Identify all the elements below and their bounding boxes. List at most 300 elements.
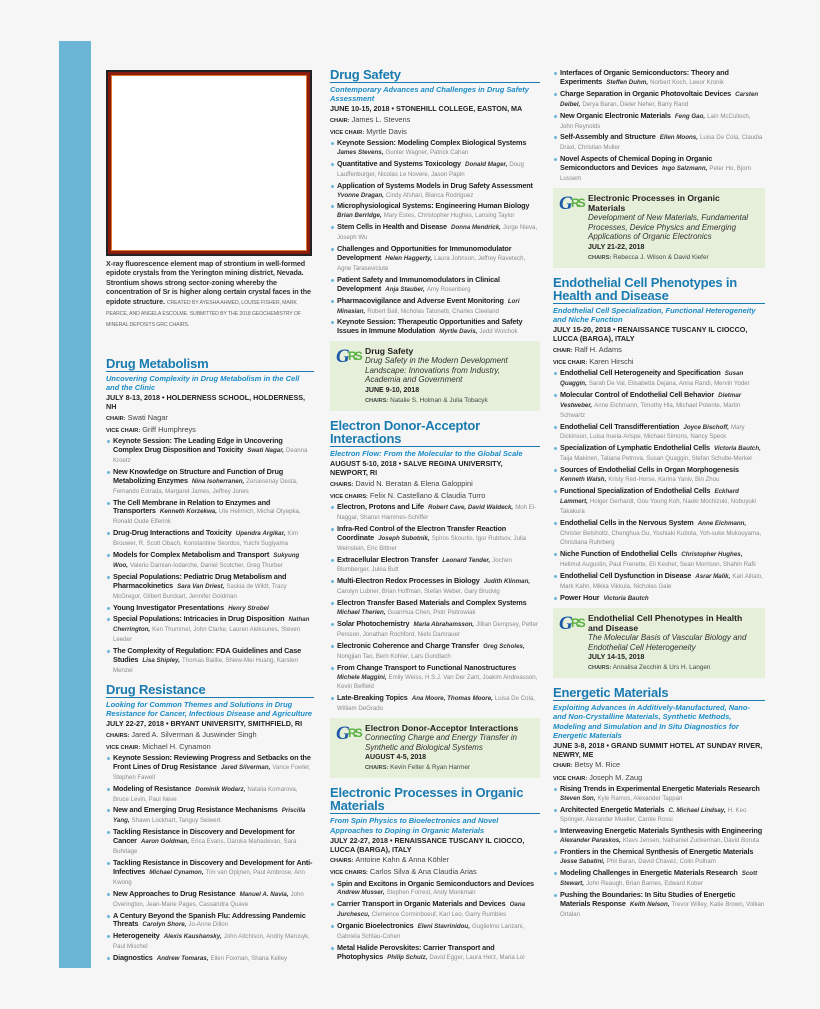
- session-title: Electron Transfer Based Materials and Complex Systems: [337, 598, 527, 608]
- session-lead-speaker: Oana Jurchescu,: [337, 901, 526, 919]
- session-lead-speaker: Michele Maggini,: [337, 673, 387, 681]
- session-title: Keynote Session: Reviewing Progress and Setbacks on the Front Lines of Drug Resistance: [113, 752, 311, 771]
- session-item: [553, 69, 765, 88]
- session-lead-speaker: Sukyung Woo,: [113, 552, 300, 569]
- vice-chair-line: [330, 491, 540, 502]
- session-item: [330, 297, 540, 317]
- session-speakers: Derya Baran, Dieter Neher, Barry Rand: [582, 100, 689, 108]
- grs-box: [553, 188, 765, 268]
- chair-label: CHAIRS:: [330, 481, 354, 488]
- session-title: Interfaces of Organic Semiconductors: Theory and Experiments: [560, 68, 729, 86]
- session-item: [553, 572, 765, 592]
- session-lead-speaker: Andrew Musser,: [337, 889, 385, 897]
- session-list: [553, 69, 765, 184]
- grs-title: Drug Safety: [365, 346, 414, 357]
- chair-name: David N. Beratan & Elena Galoppini: [355, 478, 473, 488]
- session-item: [553, 806, 765, 826]
- session-lead-speaker: Philip Schulz,: [387, 953, 428, 961]
- section-subtitle: Exploiting Advances in Additively-Manufactured, Nano- and Non-Crystalline Materials, Synthetic Methods, Modeling and Simulation and In Situ Diagnostics for Energetic Materials: [553, 703, 750, 740]
- date-location: JUNE 10-15, 2018 • STONEHILL COLLEGE, EASTON, MA: [330, 104, 523, 114]
- session-list: [553, 785, 765, 920]
- session-speakers: Saskia de Wildt, Tracy McGregor, Gilbert Burckart, Jennifer Goldman: [113, 582, 287, 600]
- vice-chair-label: VICE CHAIRS:: [330, 493, 368, 500]
- chair-label: CHAIR:: [553, 763, 573, 770]
- session-list: [330, 503, 540, 714]
- section-drug-resistance: [106, 683, 314, 964]
- chair-label: CHAIR:: [106, 415, 126, 422]
- session-lead-speaker: Brian Berridge,: [337, 212, 382, 220]
- session-speakers: John Aitchison, Andriy Marusyk, Paul Mischel: [113, 933, 310, 951]
- grs-box: [553, 608, 765, 678]
- grs-logo-icon: G RS: [336, 723, 361, 745]
- session-speakers: Ellen Foxman, Shana Kelley: [210, 955, 288, 963]
- session-item: [553, 369, 765, 389]
- section-subtitle: Electron Flow: From the Molecular to the Global Scale: [330, 449, 523, 459]
- vice-chair-line: [553, 357, 765, 368]
- session-lead-speaker: Carolyn Shore,: [142, 921, 187, 929]
- section-title: Energetic Materials: [553, 686, 765, 701]
- session-speakers: Laura Johnson, Jeffrey Ravetech, Agne Taraseviciute: [337, 254, 526, 272]
- session-item: [106, 828, 314, 857]
- session-title: Endothelial Cell Transdifferentiation: [560, 421, 680, 431]
- session-speakers: Shawn Lockhart, Tanguy Seiwert: [131, 817, 221, 825]
- session-speakers: Tim van Opijnen, Paul Ambrose, Ann Kwong: [113, 868, 305, 886]
- session-lead-speaker: Anne Eichmann,: [697, 519, 747, 527]
- session-lead-speaker: Eleni Stavrinidou,: [417, 923, 470, 931]
- session-item: [553, 869, 765, 889]
- session-speakers: Vance Fowler, Stephen Fawell: [113, 763, 311, 781]
- session-lead-speaker: Greg Scholes,: [483, 642, 525, 650]
- session-title: Diagnostics: [113, 953, 153, 963]
- session-title: Models for Complex Metabolism and Transport: [113, 550, 270, 560]
- session-speakers: Mary Dickinson, Luisa Iruela-Arispe, Michael Simons, Nancy Speck: [560, 423, 745, 441]
- session-lead-speaker: Dominik Wodarz,: [195, 785, 246, 793]
- session-title: Multi-Electron Redox Processes in Biology: [337, 576, 480, 586]
- session-speakers: Natalia Komarova, Bruce Levin, Paul Neve: [113, 785, 298, 803]
- session-item: [553, 133, 765, 153]
- session-lead-speaker: Manuel A. Navia,: [239, 890, 289, 898]
- session-list: [330, 139, 540, 337]
- grs-date: JULY 14-15, 2018: [588, 654, 645, 662]
- session-title: Endothelial Cell Heterogeneity and Specification: [560, 367, 721, 377]
- session-speakers: Taija Makinen, Tatiana Petrova, Susan Quaggin, Stefan Schulte-Merker: [560, 455, 753, 463]
- session-title: The Cell Membrane in Relation to Enzymes and Transporters: [113, 497, 271, 516]
- section-electronic-processes: [330, 786, 540, 962]
- session-item: [106, 468, 314, 497]
- grs-chairs-line: [365, 396, 534, 406]
- session-speakers: Holger Gerhardt, Gou Young Koh, Naoki Mochizuki, Nobuyuki Takakura: [560, 497, 757, 515]
- grs-chairs-line: [588, 253, 759, 263]
- session-title: Electron, Protons and Life: [337, 502, 424, 512]
- session-speakers: Valeriu Damian-Iodarche, Daniel Scotcher, Greg Thurber: [130, 561, 283, 569]
- session-item: [553, 594, 765, 604]
- session-lead-speaker: Asrar Malik,: [695, 573, 731, 581]
- session-item: [330, 694, 540, 714]
- grs-chairs-label: CHAIRS:: [365, 765, 389, 772]
- session-speakers: Doug Lauffenburger, Nicolas Le Novere, Jason Papin: [337, 160, 524, 178]
- session-speakers: Jorge Nieva, Joseph Wu: [337, 224, 538, 242]
- session-lead-speaker: Susan Quaggin,: [560, 369, 744, 387]
- session-title: Pushing the Boundaries: In Situ Studies of Energetic Materials Response: [560, 889, 736, 908]
- session-item: [106, 754, 314, 783]
- section-title: Drug Safety: [330, 68, 540, 83]
- session-speakers: Kim Brouwer, R. Scott Obach, Konstantine Skordos, Yuichi Sugiyama: [113, 530, 298, 548]
- column-3: [553, 68, 765, 927]
- session-item: [330, 318, 540, 337]
- session-item: [553, 550, 765, 570]
- caption-text: X-ray fluorescence element map of strontium in well-formed epidote crystals from the Yerington mining district, Nevada. Strontium shows strong sector-zoning whereby the concentration of Sr is higher along certain crystal faces in the epidote structure.: [106, 259, 311, 306]
- section-energetic-materials: [553, 686, 765, 919]
- session-lead-speaker: Nina Isoherranen,: [191, 477, 245, 485]
- figure-caption: [106, 259, 314, 331]
- session-title: New and Emerging Drug Resistance Mechanisms: [113, 805, 278, 815]
- session-title: Special Populations: Intricacies in Drug Disposition: [113, 614, 285, 624]
- session-speakers: Phil Baran, David Chavez, Colin Pulham: [606, 858, 716, 866]
- session-speakers: David Egger, Laura Herz, Maria Loi: [429, 953, 525, 961]
- session-lead-speaker: Alexis Kaushansky,: [163, 933, 222, 941]
- session-item: [330, 900, 540, 920]
- vice-chair-label: VICE CHAIR:: [553, 359, 588, 366]
- session-lead-speaker: Steffen Duhm,: [606, 78, 649, 86]
- session-speakers: Norbert Koch, Leeor Kronik: [650, 78, 724, 86]
- section-drug-safety: [330, 68, 540, 411]
- session-lead-speaker: Leonard Tender,: [442, 556, 491, 564]
- session-speakers: Jochen Blumberger, Julea Butt: [337, 556, 512, 574]
- session-item: [106, 647, 314, 676]
- session-speakers: Clemence Corminboeuf, Karl Leo, Garry Rumbles: [371, 911, 507, 919]
- session-speakers: Jedd Wolchok: [479, 328, 518, 336]
- session-item: [106, 529, 314, 549]
- session-title: Stem Cells in Health and Disease: [337, 222, 447, 232]
- chair-label: CHAIRS:: [106, 732, 130, 739]
- grs-subtitle: Drug Safety in the Modern Development Landscape: Innovations from Industry, Academia and Government: [365, 356, 508, 385]
- session-title: Modeling of Resistance: [113, 783, 192, 793]
- session-speakers: Jillian Dempsey, Petter Persson, Jonathan Rochford, Niels Damrauer: [337, 621, 539, 638]
- session-item: [106, 912, 314, 931]
- session-speakers: Klavs Jensen, Nathaniel Zuckerman, David Boruta: [622, 837, 760, 845]
- session-list: [106, 437, 314, 676]
- grs-chairs: Rebecca J. Wilson & David Kiefer: [613, 253, 709, 261]
- session-title: Tackling Resistance in Discovery and Development for Anti-Infectives: [113, 857, 313, 876]
- session-speakers: Deanna Kroetz: [113, 446, 308, 464]
- session-title: Self-Assembly and Structure: [560, 132, 656, 142]
- session-title: Young Investigator Presentations: [113, 602, 225, 612]
- date-location: JULY 22-27, 2018 • BRYANT UNIVERSITY, SMITHFIELD, RI: [106, 719, 303, 729]
- chair-line: [553, 345, 765, 356]
- grs-title: Endothelial Cell Phenotypes in Health and Disease: [588, 612, 743, 633]
- session-item: [330, 880, 540, 899]
- session-lead-speaker: Victoria Bautch: [603, 595, 649, 602]
- session-lead-speaker: Joseph Subotnik,: [378, 534, 430, 542]
- session-speakers: Stephen Forrest, Andy Monkman: [386, 889, 476, 897]
- session-lead-speaker: Lori Minasian,: [337, 297, 520, 315]
- session-item: [330, 160, 540, 180]
- session-list: [330, 880, 540, 963]
- grs-chairs-line: [365, 763, 534, 773]
- vice-chair-name: Myrtle Davis: [366, 126, 407, 136]
- session-item: [106, 604, 314, 614]
- grs-box: [330, 718, 540, 778]
- session-speakers: Carolyn Lubner, Brian Hoffman, Stefan Weber, Gary Brudvig: [337, 588, 500, 596]
- session-speakers: Ken Thummel, John Clarke, Lauren Aleksunes, Steven Leeder: [113, 626, 301, 644]
- session-lead-speaker: Ingo Salzmann,: [661, 165, 708, 173]
- section-drug-metabolism: [106, 357, 314, 676]
- session-item: [553, 444, 765, 464]
- grs-logo-icon: G RS: [559, 612, 584, 634]
- session-title: Pharmacovigilance and Adverse Event Monitoring: [337, 295, 504, 305]
- session-title: From Change Transport to Functional Nanostructures: [337, 662, 516, 672]
- column-2: [330, 68, 540, 970]
- chair-line: [106, 730, 314, 741]
- chair-name: Swati Nagar: [127, 412, 168, 422]
- session-lead-speaker: Sara Van Driest,: [177, 582, 225, 590]
- session-item: [106, 573, 314, 602]
- session-title: Drug-Drug Interactions and Toxicity: [113, 528, 232, 538]
- session-lead-speaker: Scott Stewart,: [560, 869, 758, 887]
- vice-chair-line: [330, 867, 540, 878]
- session-speakers: John Reaugh, Brian Barnes, Edward Kober: [586, 879, 703, 887]
- vice-chair-label: VICE CHAIR:: [553, 775, 588, 782]
- grs-subtitle: Connecting Charge and Energy Transfer in Synthetic and Biological Systems: [365, 733, 517, 752]
- session-title: Electronic Coherence and Charge Transfer: [337, 640, 480, 650]
- session-title: Patient Safety and Immunomodulators in Clinical Development: [337, 274, 500, 293]
- session-speakers: Kari Alitalo, Mark Kahn, Mikka Vikkula, Nicholas Gale: [560, 573, 763, 591]
- session-lead-speaker: Myrtle Davis,: [439, 328, 478, 336]
- grs-date: JULY 21-22, 2018: [588, 243, 645, 251]
- session-lead-speaker: Priscilla Yang,: [113, 807, 306, 825]
- session-speakers: Mary Estes, Christopher Hughes, Lansing Taylor: [383, 212, 515, 220]
- vice-chair-line: [330, 127, 540, 138]
- session-lead-speaker: Victoria Bautch,: [713, 445, 761, 453]
- column-1: [106, 70, 314, 971]
- session-title: Sources of Endothelial Cells in Organ Morphogenesis: [560, 465, 739, 475]
- session-speakers: GuanHua Chen, Piotr Piotrowiak: [387, 609, 476, 617]
- session-lead-speaker: Carsten Deibel,: [560, 90, 759, 108]
- session-lead-speaker: Eckhard Lammert,: [560, 487, 739, 505]
- session-speakers: Luisa De Cola, Claudia Draxl, Christian Muller: [560, 134, 763, 152]
- session-lead-speaker: Donald Mager,: [465, 160, 508, 168]
- vice-chair-line: [553, 773, 765, 784]
- session-title: Niche Function of Endothelial Cells: [560, 549, 678, 559]
- vice-chair-name: Griff Humphreys: [142, 424, 196, 434]
- grs-chairs-label: CHAIRS:: [588, 254, 612, 261]
- session-speakers: Trevor Willey, Katie Brown, Volkan Ortalan: [560, 900, 765, 918]
- section-electronic-processes-continued: [553, 69, 765, 268]
- session-item: [106, 806, 314, 826]
- session-speakers: Ute Hellmich, Michal Otyepka, Ronald Oude Elferink: [113, 508, 301, 526]
- session-item: [330, 503, 540, 523]
- session-item: [330, 944, 540, 963]
- session-item: [553, 155, 765, 184]
- session-lead-speaker: Feng Gao,: [674, 112, 706, 120]
- vice-chair-label: VICE CHAIR:: [106, 427, 141, 434]
- chair-line: [330, 855, 540, 866]
- grs-title: Electron Donor-Acceptor Interactions: [365, 723, 519, 734]
- session-speakers: Nongjian Tao, Bern Kohler, Lars Gundlach: [337, 652, 451, 660]
- session-title: Spin and Excitons in Organic Semiconductors and Devices: [337, 878, 534, 888]
- session-lead-speaker: Kenneth Walsh,: [560, 476, 607, 484]
- session-lead-speaker: Anja Stauber,: [385, 285, 425, 293]
- section-subtitle: From Spin Physics to Bioelectronics and Novel Approaches to Doping in Organic Materials: [330, 816, 499, 835]
- chair-name: James L. Stevens: [351, 114, 411, 124]
- grs-logo-icon: G RS: [336, 346, 361, 368]
- session-speakers: Moh El-Naggar, Sharon Hammes-Schiffer: [337, 504, 537, 521]
- section-subtitle: Uncovering Complexity in Drug Metabolism in the Cell and the Clinic: [106, 373, 300, 393]
- session-speakers: Kristy Red-Horse, Karina Yaniv, Bin Zhou: [608, 476, 720, 484]
- session-item: [330, 245, 540, 274]
- session-title: Keynote Session: Modeling Complex Biological Systems: [337, 138, 527, 148]
- session-title: Functional Specialization of Endothelial Cells: [560, 485, 711, 495]
- session-lead-speaker: Joyce Bischoff,: [683, 423, 730, 431]
- session-speakers: Spiros Skourtis, Igor Rubtsov, Julia Weinstein, Eric Bittner: [337, 534, 527, 552]
- session-title: Microphysiological Systems: Engineering Human Biology: [337, 201, 530, 211]
- session-lead-speaker: Donna Mendrick,: [451, 224, 501, 232]
- date-location: JUNE 3-8, 2018 • GRAND SUMMIT HOTEL AT SUNDAY RIVER, NEWRY, ME: [553, 740, 763, 760]
- grs-chairs-line: [588, 663, 759, 673]
- grs-chairs-label: CHAIRS:: [365, 398, 389, 405]
- chair-name: Antoine Kahn & Anna Köhler: [355, 855, 449, 865]
- section-title: Electronic Processes in Organic Materials: [330, 786, 540, 814]
- session-title: Late-Breaking Topics: [337, 693, 408, 703]
- session-title: Solar Photochemistry: [337, 619, 410, 628]
- vice-chair-label: VICE CHAIR:: [330, 129, 365, 136]
- session-lead-speaker: Maria Abrahamsson,: [413, 621, 475, 628]
- chair-line: [330, 115, 540, 126]
- xrf-strontium-map-image: [106, 70, 312, 256]
- session-item: [553, 827, 765, 846]
- grs-date: AUGUST 4-5, 2018: [365, 754, 427, 762]
- date-location: JULY 8-13, 2018 • HOLDERNESS SCHOOL, HOLDERNESS, NH: [106, 393, 306, 412]
- section-title: Electron Donor-Acceptor Interactions: [330, 419, 540, 447]
- session-speakers: Sarah De Val, Elisabetta Dejana, Anna Randi, Mervin Yoder: [588, 379, 750, 387]
- session-item: [106, 890, 314, 910]
- section-title: Drug Resistance: [106, 683, 314, 698]
- chair-label: CHAIRS:: [330, 858, 354, 865]
- session-lead-speaker: Judith Klinman,: [483, 578, 531, 586]
- session-item: [553, 112, 765, 132]
- decorative-side-bar: [59, 41, 91, 968]
- date-location: JULY 15-20, 2018 • RENAISSANCE TUSCANY IL CIOCCO, LUCCA (BARGA), ITALY: [553, 325, 748, 344]
- grs-chairs-label: CHAIRS:: [588, 665, 612, 672]
- session-lead-speaker: Jesse Sabatini,: [560, 858, 605, 866]
- session-speakers: Anne Eichmann, Timothy Hla, Michael Potente, Martin Schwartz: [560, 401, 741, 419]
- chair-name: Ralf H. Adams: [574, 344, 622, 354]
- section-subtitle: Endothelial Cell Specialization, Functional Heterogeneity and Niche Function: [553, 305, 756, 324]
- session-lead-speaker: Aaron Goldman,: [140, 838, 190, 846]
- session-lead-speaker: Upendra Argikar,: [235, 530, 286, 538]
- session-item: [106, 437, 314, 466]
- grs-subtitle: Development of New Materials, Fundamental Processes, Device Physics and Emerging Applications of Organic Electronics: [588, 212, 749, 242]
- session-item: [553, 785, 765, 804]
- session-title: Rising Trends in Experimental Energetic Materials Research: [560, 783, 760, 793]
- session-item: [330, 556, 540, 576]
- session-lead-speaker: Christopher Hughes,: [681, 551, 743, 559]
- session-title: Application of Systems Models in Drug Safety Assessment: [337, 180, 533, 190]
- chair-line: [330, 479, 540, 490]
- grs-chairs: Annalisa Zecchin & Urs H. Langen: [612, 664, 711, 672]
- grs-chairs: Natalie S. Holman & Julia Tobacyk: [390, 397, 488, 405]
- session-lead-speaker: Ana Moore, Thomas Moore,: [411, 695, 493, 703]
- session-title: Modeling Challenges in Energetic Materials Research: [560, 867, 738, 877]
- session-list: [106, 754, 314, 964]
- grs-chairs: Kevin Felter & Ryan Harmer: [390, 764, 471, 772]
- session-speakers: Christer Betsholtz, Chenghua Gu, Yoshiaki Kubota, Yoh-suke Mukouyama, Christiana Ruhrberg: [560, 529, 762, 547]
- session-lead-speaker: Michael Therien,: [337, 609, 386, 617]
- session-lead-speaker: Kenneth Korzekwa,: [159, 508, 217, 516]
- session-speakers: Jo-Anne Dillon: [188, 921, 229, 929]
- session-title: Special Populations: Pediatric Drug Metabolism and Pharmacokinetics: [113, 571, 287, 590]
- grs-box: [330, 341, 540, 411]
- session-item: [330, 599, 540, 618]
- vice-chair-label: VICE CHAIRS:: [330, 870, 368, 877]
- session-speakers: Zeruesenay Desta, Fernando Estrada, Margaret James, Jeffrey Jones: [113, 477, 298, 495]
- session-item: [330, 182, 540, 201]
- session-lead-speaker: Dietmar Vestweber,: [560, 391, 742, 409]
- session-item: [330, 223, 540, 243]
- session-title: New Knowledge on Structure and Function of Drug Metabolizing Enzymes: [113, 466, 284, 485]
- session-item: [330, 525, 540, 554]
- chair-name: Jared A. Silverman & Juswinder Singh: [131, 729, 257, 739]
- session-item: [553, 466, 765, 485]
- session-item: [553, 848, 765, 867]
- session-title: The Complexity of Regulation: FDA Guidelines and Case Studies: [113, 646, 302, 665]
- vice-chair-name: Joseph M. Zaug: [589, 772, 643, 782]
- session-item: [553, 90, 765, 110]
- session-speakers: Erica Evans, Daruka Mahadevan, Sara Buhrlage: [113, 838, 297, 856]
- session-lead-speaker: C. Michael Lindsay,: [668, 806, 726, 814]
- grs-title: Electronic Processes in Organic Materials: [588, 192, 720, 213]
- session-item: [106, 499, 314, 528]
- session-item: [330, 620, 540, 640]
- session-title: Tackling Resistance in Discovery and Development for Cancer: [113, 827, 295, 846]
- session-speakers: H. Keo Springer, Alexander Mueller, Carole Rossi: [560, 806, 747, 824]
- session-lead-speaker: Andrew Tomaras,: [156, 955, 209, 963]
- session-title: Challenges and Opportunities for Immunomodulator Development: [337, 244, 512, 262]
- section-subtitle: Contemporary Advances and Challenges in Drug Safety Assessment: [330, 85, 529, 104]
- session-speakers: Luisa De Cola, William DeGrado: [337, 695, 535, 713]
- vice-chair-line: [106, 742, 314, 753]
- session-lead-speaker: Nathan Cherrington,: [113, 616, 310, 634]
- session-speakers: Gunter Wagner, Patrick Cahan: [385, 148, 469, 156]
- session-title: A Century Beyond the Spanish Flu: Addressing Pandemic Threats: [113, 910, 306, 929]
- date-location: JULY 22-27, 2018 • RENAISSANCE TUSCANY IL CIOCCO, LUCCA (BARGA), ITALY: [330, 835, 525, 854]
- session-item: [330, 922, 540, 942]
- session-list: [553, 369, 765, 604]
- session-item: [553, 423, 765, 443]
- session-title: Keynote Session: The Leading Edge in Uncovering Complex Drug Disposition and Toxicity: [113, 436, 283, 454]
- chair-label: CHAIR:: [553, 347, 573, 354]
- vice-chair-name: Karen Hirschi: [589, 356, 634, 366]
- session-title: New Organic Electronic Materials: [560, 110, 671, 120]
- session-speakers: Cindy Afshari, Blanca Rodriguez: [385, 191, 474, 199]
- vice-chair-name: Carlos Silva & Ana Claudia Arias: [369, 867, 477, 877]
- session-title: Frontiers in the Chemical Synthesis of Energetic Materials: [560, 847, 754, 857]
- session-lead-speaker: Jared Silverman,: [220, 763, 271, 771]
- session-title: Heterogeneity: [113, 931, 160, 941]
- session-item: [553, 487, 765, 517]
- vice-chair-name: Michael H. Cynamon: [142, 741, 211, 751]
- session-item: [106, 954, 314, 964]
- session-title: Metal Halide Perovskites: Carrier Transport and Photophysics: [337, 943, 495, 961]
- session-lead-speaker: Henry Strobel: [228, 604, 269, 612]
- session-lead-speaker: Yvonne Dragan,: [337, 191, 384, 199]
- vice-chair-line: [106, 425, 314, 436]
- session-speakers: Lain McCulloch, John Reynolds: [560, 112, 751, 130]
- session-lead-speaker: Keith Nelson,: [629, 900, 670, 908]
- session-speakers: Peter Ho, Bjorn Lussem: [560, 165, 752, 183]
- session-item: [330, 202, 540, 221]
- section-electron-donor-acceptor: [330, 419, 540, 778]
